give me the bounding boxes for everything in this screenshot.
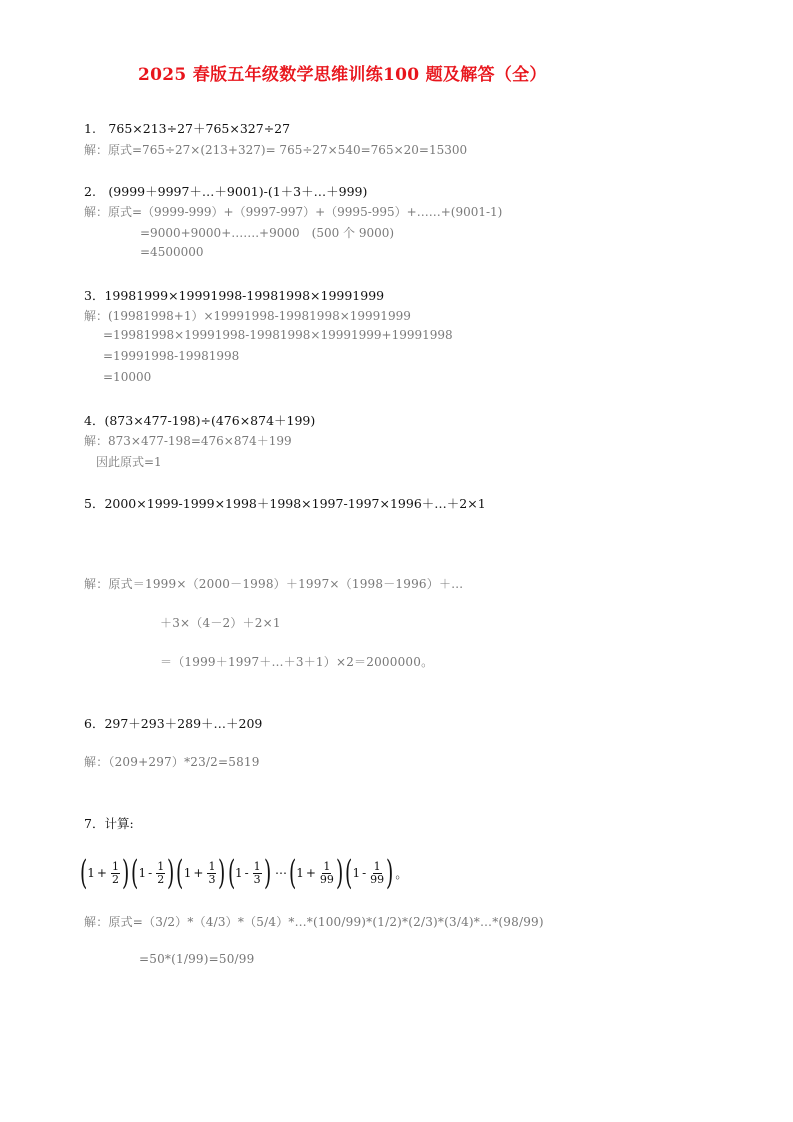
factor-4-fraction: $\frac{1}{3}$ [253,859,261,886]
problem-1-solution: 解：原式=765÷27×(213+327)= 765÷27×540=765×20=15300 [84,143,468,157]
factor-4-sign: - [244,866,249,880]
factor-2: ( 1 - $\frac{1}{2}$ ) [131,853,175,893]
problem-1-question: 1. 765×213÷27＋765×327÷27 [84,121,291,136]
problem-2-solution-line-2: =9000+9000+…….+9000 (500 个 9000) [140,226,395,240]
problem-5-question: 5．2000×1999-1999×1998＋1998×1997-1997×1996＋…＋2×1 [84,496,486,511]
problem-2-question: 2. (9999＋9997＋…＋9001)-(1＋3＋…＋999) [84,184,368,199]
problem-4-solution-line-1: 解：873×477-198=476×874＋199 [84,434,292,448]
factor-2-sign: - [148,866,153,880]
problem-6-solution: 解：（209+297）*23/2=5819 [84,755,260,769]
factor-5-one: 1 [296,866,304,880]
factor-4-one: 1 [234,866,243,880]
factor-1-fraction: $\frac{1}{2}$ [111,859,119,886]
problem-5-solution-line-3: ＝（1999＋1997＋…＋3＋1）×2＝2000000。 [160,655,434,669]
factor-3: ( 1 + $\frac{1}{3}$ ) [176,853,226,893]
factor-6: ( 1 - $\frac{1}{99}$ ) [345,853,394,893]
factor-4: ( 1 - $\frac{1}{3}$ ) [227,853,271,893]
problem-3-solution-line-1: 解：(19981998+1）×19991998-19981998×19991999 [84,309,411,323]
factor-6-one: 1 [352,866,361,880]
factor-5-sign: + [305,866,316,880]
expression-end: 。 [395,866,408,881]
problem-4-question: 4．(873×477-198)÷(476×874＋199) [84,413,316,428]
problem-2-solution-line-1: 解：原式=（9999-999）+（9997-997）+（9995-995）+……+(9001-1) [84,205,503,219]
problem-3-question: 3．19981999×19991998-19981998×19991999 [84,288,385,303]
factor-1-one: 1 [87,866,95,880]
factor-5-fraction: $\frac{1}{99}$ [319,859,334,886]
problem-3-solution-line-4: =10000 [103,370,152,384]
factor-2-fraction: $\frac{1}{2}$ [157,859,165,886]
factor-1-sign: + [96,866,107,880]
problem-7-question: 7．计算: [84,816,134,831]
factor-2-one: 1 [138,866,147,880]
factor-5: ( 1 + $\frac{1}{99}$ ) [288,853,344,893]
page-title: 2025 春版五年级数学思维训练100 题及解答（全） [138,65,547,85]
ellipsis: ⋯ [274,866,287,880]
problem-2-solution-line-3: =4500000 [140,245,204,259]
problem-7-expression [80,853,407,893]
factor-6-fraction: $\frac{1}{99}$ [370,859,385,886]
factor-1: ( 1 + $\frac{1}{2}$ ) [79,853,130,893]
problem-7-solution-line-2: =50*(1/99)=50/99 [139,952,255,966]
problem-3-solution-line-3: =19991998-19981998 [103,349,240,363]
problem-6-question: 6．297＋293＋289＋…＋209 [84,716,263,731]
factor-6-sign: - [362,866,367,880]
factor-3-one: 1 [183,866,192,880]
problem-5-solution-line-1: 解：原式＝1999×（2000－1998）＋1997×（1998－1996）＋… [84,577,464,591]
problem-3-solution-line-2: =19981998×19991998-19981998×19991999+19991998 [103,328,453,342]
factor-3-fraction: $\frac{1}{3}$ [208,859,216,886]
problem-5-solution-line-2: ＋3×（4－2）＋2×1 [160,616,281,630]
factor-3-sign: + [193,866,204,880]
problem-4-solution-line-2: 因此原式=1 [96,455,162,469]
problem-7-solution-line-1: 解：原式=（3/2）*（4/3）*（5/4）*…*(100/99)*(1/2)*(2/3)*(3/4)*…*(98/99) [84,915,544,929]
